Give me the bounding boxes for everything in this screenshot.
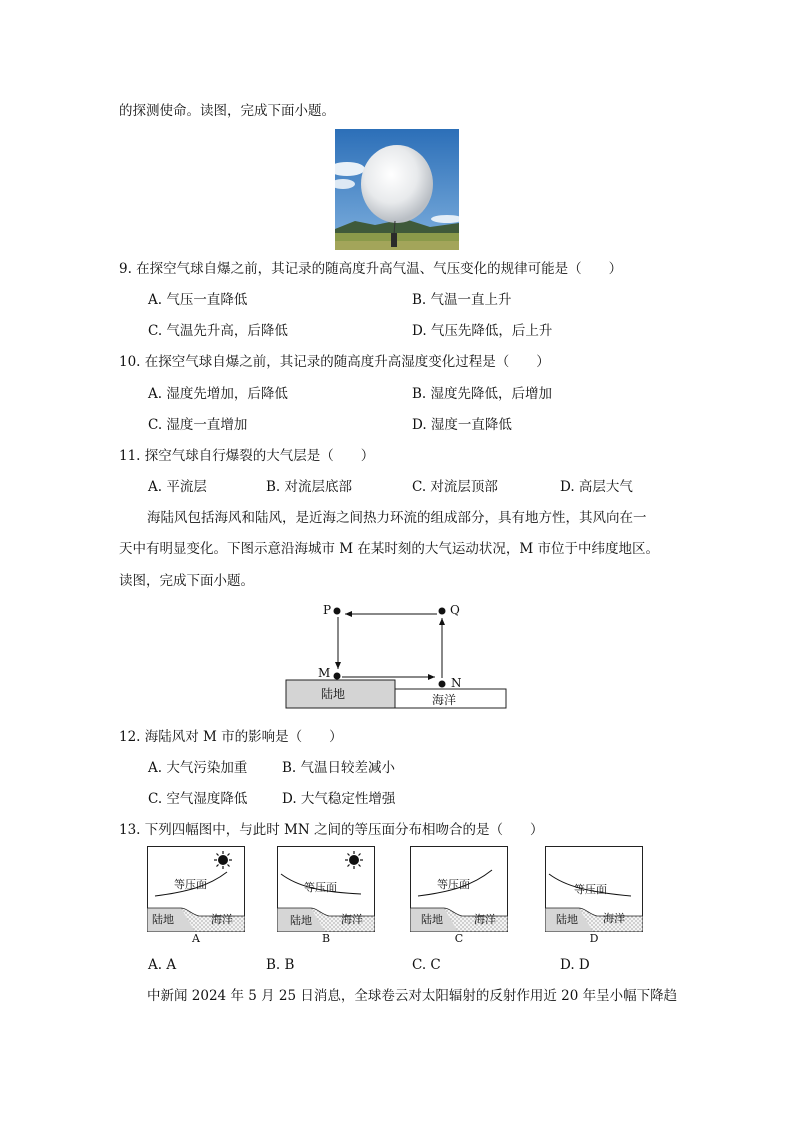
question-10-stem: 10. 在探空气球自爆之前，其记录的随高度升高湿度变化过程是（ ） [119, 354, 550, 370]
intro-text: 的探测使命。读图，完成下面小题。 [119, 103, 335, 119]
figure-a-land-label: 陆地 [152, 913, 174, 926]
question-13-option-a: A. A [148, 957, 177, 973]
question-12-option-d: D. 大气稳定性增强 [282, 791, 396, 807]
label-m: M [318, 666, 331, 680]
question-12-option-b: B. 气温日较差减小 [282, 760, 396, 776]
figure-c [410, 846, 508, 932]
figure-a [147, 846, 245, 932]
point-n [439, 681, 446, 688]
figure-a-sea-label: 海洋 [211, 913, 233, 926]
sun-icon [345, 851, 363, 869]
figure-a-surface-label: 等压面 [174, 878, 207, 891]
passage-line-2: 天中有明显变化。下图示意沿海城市 M 在某时刻的大气运动状况，M 市位于中纬度地区。 [119, 541, 660, 557]
figure-d [545, 846, 643, 932]
figure-b-surface-label: 等压面 [304, 881, 337, 894]
question-10-option-c: C. 湿度一直增加 [148, 417, 248, 433]
question-11-option-c: C. 对流层顶部 [412, 479, 498, 495]
label-q: Q [450, 603, 460, 617]
question-13-option-b: B. B [266, 957, 295, 973]
figure-b-land-label: 陆地 [290, 914, 312, 927]
figure-a-caption: A [192, 932, 200, 945]
figure-b-caption: B [321, 932, 331, 945]
question-11-option-a: A. 平流层 [148, 479, 207, 495]
figure-d-sea-label: 海洋 [603, 912, 625, 925]
figure-c-surface-label: 等压面 [437, 878, 470, 891]
label-land: 陆地 [321, 687, 346, 701]
figure-d-land-label: 陆地 [556, 913, 578, 926]
figure-b-sea-label: 海洋 [341, 913, 363, 926]
question-13-option-c: C. C [412, 957, 441, 973]
point-q [439, 608, 446, 615]
question-10-option-a: A. 湿度先增加，后降低 [148, 386, 288, 402]
question-13-option-d: D. D [560, 957, 590, 973]
question-9-option-a: A. 气压一直降低 [148, 292, 248, 308]
figure-c-land-label: 陆地 [421, 913, 443, 926]
label-p: P [323, 603, 332, 617]
weather-balloon-photo [335, 129, 459, 250]
question-9-stem: 9. 在探空气球自爆之前，其记录的随高度升高气温、气压变化的规律可能是（ ） [119, 261, 623, 277]
question-9-option-b: B. 气温一直上升 [412, 292, 512, 308]
figure-b [277, 846, 375, 932]
label-sea: 海洋 [432, 693, 457, 707]
question-9-option-d: D. 气压先降低，后上升 [412, 323, 553, 339]
passage-line-3: 读图，完成下面小题。 [119, 573, 254, 589]
question-12-option-c: C. 空气湿度降低 [148, 791, 248, 807]
point-p [334, 608, 341, 615]
question-11-option-b: B. 对流层底部 [266, 479, 353, 495]
question-11-stem: 11. 探空气球自行爆裂的大气层是（ ） [119, 448, 375, 464]
figure-c-sea-label: 海洋 [474, 913, 496, 926]
figure-d-surface-label: 等压面 [574, 883, 607, 896]
question-10-option-d: D. 湿度一直降低 [412, 417, 512, 433]
figure-d-caption: D [589, 932, 599, 945]
passage-line-1: 海陆风包括海风和陆风，是近海之间热力环流的组成部分，具有地方性，其风向在一 [147, 510, 647, 526]
label-n: N [451, 676, 462, 690]
sea-land-breeze-diagram [280, 600, 512, 712]
question-12-stem: 12. 海陆风对 M 市的影响是（ ） [119, 729, 343, 745]
figure-c-caption: C [454, 932, 464, 945]
question-12-option-a: A. 大气污染加重 [148, 760, 248, 776]
sun-icon [214, 851, 232, 869]
next-passage-text: 中新闻 2024 年 5 月 25 日消息，全球卷云对太阳辐射的反射作用近 20 年呈小幅下降趋 [147, 988, 678, 1004]
point-m [334, 673, 341, 680]
question-13-stem: 13. 下列四幅图中，与此时 MN 之间的等压面分布相吻合的是（ ） [119, 822, 544, 838]
question-9-option-c: C. 气温先升高，后降低 [148, 323, 288, 339]
question-10-option-b: B. 湿度先降低，后增加 [412, 386, 553, 402]
question-11-option-d: D. 高层大气 [560, 479, 633, 495]
